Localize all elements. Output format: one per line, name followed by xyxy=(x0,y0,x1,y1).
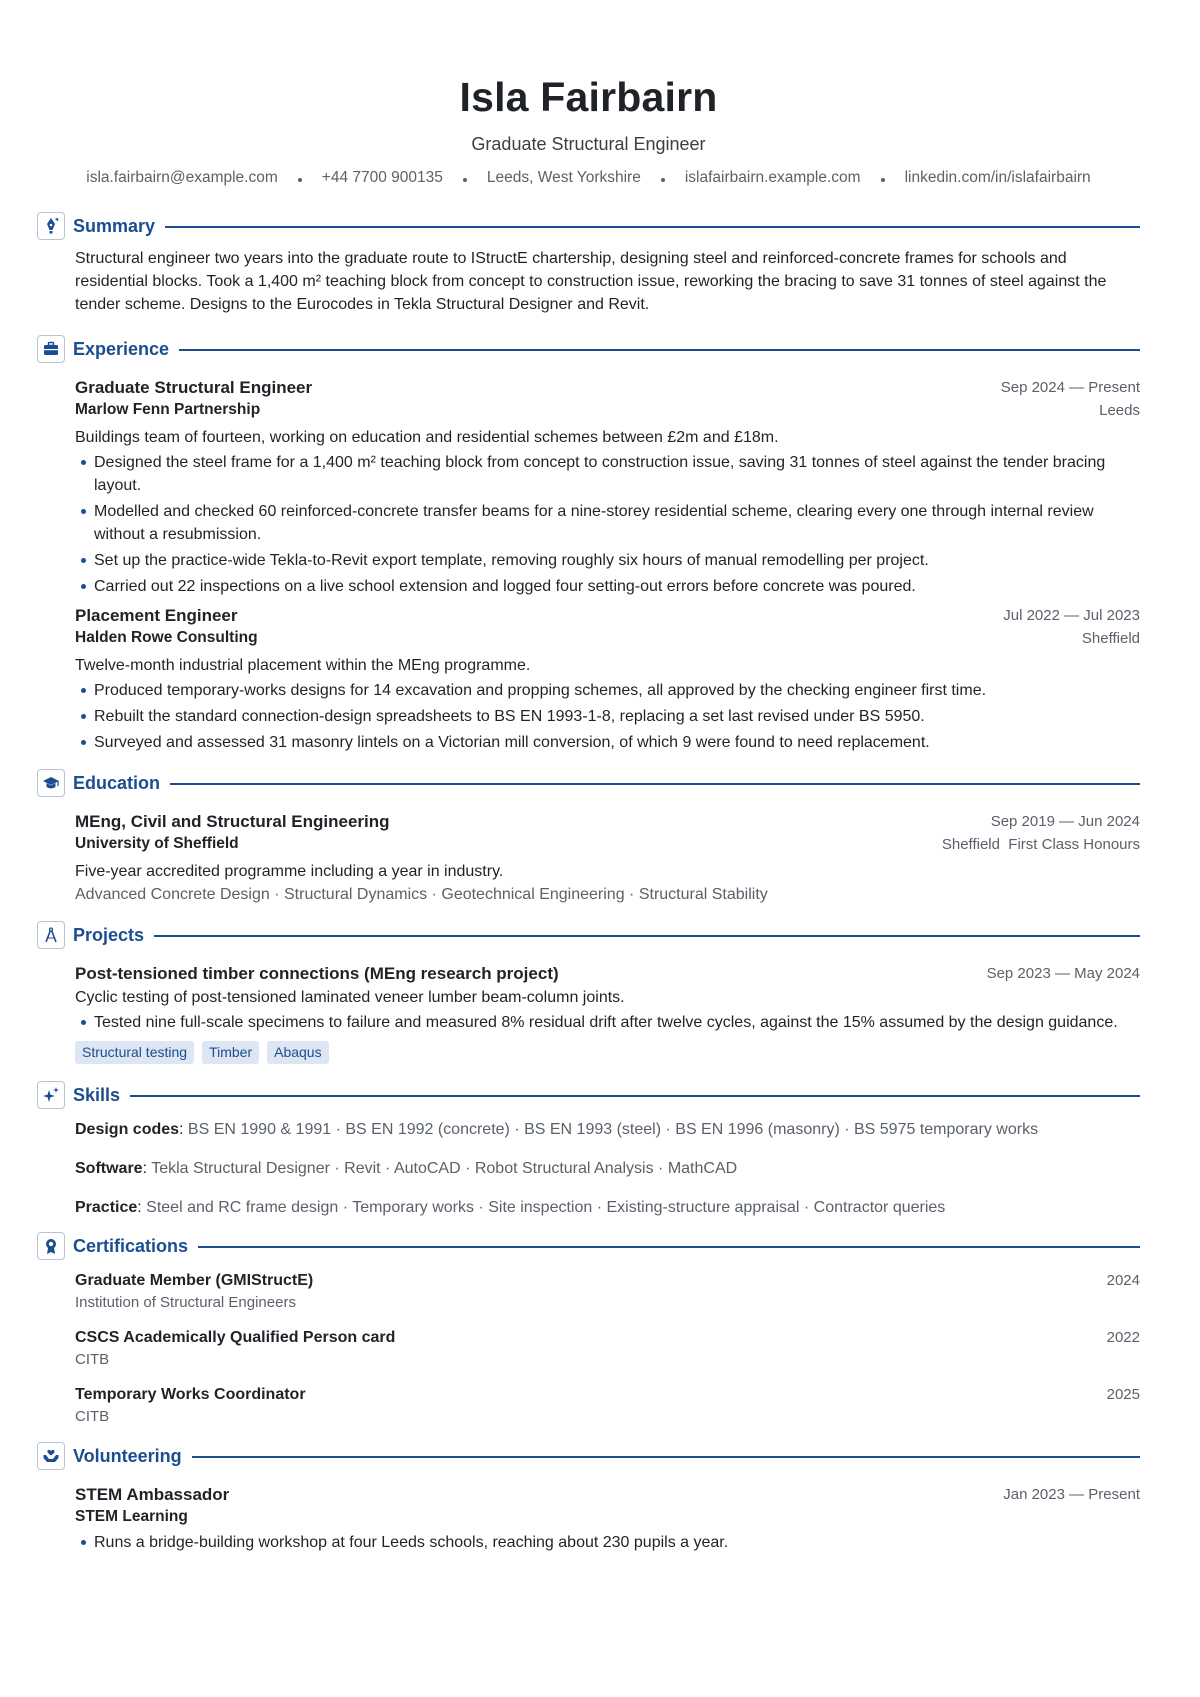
certification-year: 2024 xyxy=(1106,1272,1140,1289)
job-description: Buildings team of fourteen, working on education and residential schemes between £2m and £18m. xyxy=(75,429,779,446)
section-divider xyxy=(198,1246,1140,1248)
experience-entry xyxy=(75,604,1140,754)
volunteer-results xyxy=(75,1531,1140,1554)
skill-label: Practice xyxy=(75,1199,138,1216)
achievement-item: Rebuilt the standard connection-design spreadsheets to BS EN 1993-1-8, replacing a set last revised under BS 5950. xyxy=(75,705,1140,728)
sparkle-icon xyxy=(37,1081,65,1109)
skill-values: BS EN 1990 & 1991 · BS EN 1992 (concrete) · BS EN 1993 (steel) · BS EN 1996 (masonry) · BS 5975 temporary works xyxy=(187,1121,1039,1138)
candidate-name: Isla Fairbairn xyxy=(459,74,718,120)
summary-text: Structural engineer two years into the graduate route to IStructE chartership, designing steel and reinforced-concrete frames for schools and residential blocks. Took a 1,400 m² teaching block from concept to construction issue, reworking the bracing to save 31 tonnes of steel against the tender scheme. Designs to the Eurocodes in Tekla Structural Designer and Revit. xyxy=(75,250,1107,313)
job-location: Leeds xyxy=(1099,402,1140,419)
certification-issuer: CITB xyxy=(75,1408,110,1425)
project-results xyxy=(75,1011,1140,1034)
education-entry xyxy=(75,810,1140,906)
volunteer-org: STEM Learning xyxy=(75,1508,188,1525)
section-heading xyxy=(37,1441,1140,1471)
section-divider xyxy=(179,349,1140,351)
section-title: Skills xyxy=(73,1084,121,1105)
education-location-grade: Sheffield First Class Honours xyxy=(941,836,1140,853)
section-heading xyxy=(37,1231,1140,1261)
certification-item xyxy=(75,1383,1140,1427)
certification-name: Graduate Member (GMIStructE) xyxy=(75,1272,314,1289)
achievement-item: Surveyed and assessed 31 masonry lintels on a Victorian mill conversion, of which 9 were found to need replacement. xyxy=(75,731,1140,754)
achievement-item: Designed the steel frame for a 1,400 m² teaching block from concept to construction issue, saving 31 tonnes of steel against the tender bracing layout. xyxy=(75,451,1140,497)
certification-year: 2025 xyxy=(1106,1386,1140,1403)
compass-icon xyxy=(37,921,65,949)
separator-dot xyxy=(298,178,302,182)
section-heading xyxy=(37,334,1140,364)
school-name: University of Sheffield xyxy=(75,835,239,852)
project-name: Post-tensioned timber connections (MEng research project) xyxy=(75,964,559,983)
skills-section xyxy=(37,1080,1140,1219)
achievement-item: Tested nine full-scale specimens to failure and measured 8% residual drift after twelve cycles, against the 15% assumed by the design guidance. xyxy=(75,1011,1140,1034)
company-name: Halden Rowe Consulting xyxy=(75,629,258,646)
education-modules: Advanced Concrete Design · Structural Dynamics · Geotechnical Engineering · Structural Stability xyxy=(75,886,768,903)
section-divider xyxy=(192,1456,1140,1458)
location-text: Leeds, West Yorkshire xyxy=(486,169,641,186)
linkedin-link[interactable]: linkedin.com/in/islafairbairn xyxy=(904,169,1091,186)
section-title: Summary xyxy=(73,215,156,236)
tag-chip: Structural testing xyxy=(75,1041,194,1064)
achievement-list xyxy=(75,451,1140,598)
section-title: Experience xyxy=(73,338,170,359)
skill-values: Tekla Structural Designer · Revit · AutoCAD · Robot Structural Analysis · MathCAD xyxy=(151,1160,738,1177)
job-title: Placement Engineer xyxy=(75,606,238,625)
candidate-headline: Graduate Structural Engineer xyxy=(471,134,706,154)
separator-dot xyxy=(661,178,665,182)
helping-hands-icon xyxy=(37,1442,65,1470)
job-description: Twelve-month industrial placement within the MEng programme. xyxy=(75,657,531,674)
achievement-item: Modelled and checked 60 reinforced-concrete transfer beams for a nine-storey residential scheme, clearing every one through internal review without a resubmission. xyxy=(75,500,1140,546)
summary-section xyxy=(37,211,1140,316)
job-location: Sheffield xyxy=(1081,630,1140,647)
contact-list xyxy=(37,167,1140,189)
projects-section xyxy=(37,920,1140,1064)
section-divider xyxy=(130,1095,1140,1097)
certification-issuer: Institution of Structural Engineers xyxy=(75,1294,296,1311)
certification-item xyxy=(75,1326,1140,1370)
section-divider xyxy=(154,935,1140,937)
achievement-item: Set up the practice-wide Tekla-to-Revit export template, removing roughly six hours of manual remodelling per project. xyxy=(75,549,1140,572)
education-description: Five-year accredited programme including a year in industry. xyxy=(75,863,504,880)
project-entry xyxy=(75,962,1140,1064)
certification-issuer: CITB xyxy=(75,1351,110,1368)
achievement-list xyxy=(75,679,1140,754)
job-dates: Jul 2022 — Jul 2023 xyxy=(1003,607,1140,624)
skill-group: Practice: Steel and RC frame design · Temporary works · Site inspection · Existing-structure appraisal · Contractor queries xyxy=(75,1199,946,1216)
certification-year: 2022 xyxy=(1106,1329,1140,1346)
skill-label: Software xyxy=(75,1160,143,1177)
award-ribbon-icon xyxy=(37,1232,65,1260)
section-heading xyxy=(37,768,1140,798)
email-link[interactable]: isla.fairbairn@example.com xyxy=(86,169,278,186)
volunteer-dates: Jan 2023 — Present xyxy=(1003,1486,1140,1503)
achievement-item: Runs a bridge-building workshop at four Leeds schools, reaching about 230 pupils a year. xyxy=(75,1531,1140,1554)
separator-dot xyxy=(463,178,467,182)
section-title: Education xyxy=(73,772,161,793)
section-divider xyxy=(165,226,1140,228)
volunteering-section xyxy=(37,1441,1140,1554)
section-title: Volunteering xyxy=(73,1445,182,1466)
briefcase-icon xyxy=(37,335,65,363)
section-heading xyxy=(37,1080,1140,1110)
certifications-section xyxy=(37,1231,1140,1427)
volunteering-entry xyxy=(75,1483,1140,1554)
graduation-cap-icon xyxy=(37,769,65,797)
experience-section xyxy=(37,334,1140,754)
tag-chip: Abaqus xyxy=(267,1041,328,1064)
job-dates: Sep 2024 — Present xyxy=(1000,379,1140,396)
job-title: Graduate Structural Engineer xyxy=(75,378,313,397)
section-heading xyxy=(37,211,1140,241)
degree-title: MEng, Civil and Structural Engineering xyxy=(75,812,390,831)
education-section xyxy=(37,768,1140,906)
skill-label: Design codes xyxy=(75,1121,180,1138)
achievement-item: Carried out 22 inspections on a live school extension and logged four setting-out errors before concrete was poured. xyxy=(75,575,1140,598)
experience-entry xyxy=(75,376,1140,598)
volunteer-role: STEM Ambassador xyxy=(75,1485,230,1504)
section-heading xyxy=(37,920,1140,950)
phone-link[interactable]: +44 7700 900135 xyxy=(321,169,443,186)
resume-header xyxy=(37,72,1140,189)
certification-name: Temporary Works Coordinator xyxy=(75,1386,306,1403)
website-link[interactable]: islafairbairn.example.com xyxy=(684,169,861,186)
section-title: Certifications xyxy=(73,1235,189,1256)
skill-group: Design codes: BS EN 1990 & 1991 · BS EN 1992 (concrete) · BS EN 1993 (steel) · BS EN 1996 (masonry) · BS 5975 temporary works xyxy=(75,1121,1039,1138)
skill-values: Steel and RC frame design · Temporary works · Site inspection · Existing-structure appraisal · Contractor queries xyxy=(146,1199,946,1216)
section-divider xyxy=(170,783,1140,785)
project-dates: Sep 2023 — May 2024 xyxy=(986,965,1140,982)
section-title: Projects xyxy=(73,924,145,945)
pen-nib-icon xyxy=(37,212,65,240)
tag-list xyxy=(75,1041,1140,1064)
tag-chip: Timber xyxy=(202,1041,259,1064)
certification-name: CSCS Academically Qualified Person card xyxy=(75,1329,396,1346)
achievement-item: Produced temporary-works designs for 14 excavation and propping schemes, all approved by the checking engineer first time. xyxy=(75,679,1140,702)
company-name: Marlow Fenn Partnership xyxy=(75,401,261,418)
project-description: Cyclic testing of post-tensioned laminated veneer lumber beam-column joints. xyxy=(75,989,625,1006)
separator-dot xyxy=(881,178,885,182)
certification-item xyxy=(75,1269,1140,1313)
education-dates: Sep 2019 — Jun 2024 xyxy=(990,813,1140,830)
skill-group: Software: Tekla Structural Designer · Revit · AutoCAD · Robot Structural Analysis · MathCAD xyxy=(75,1160,738,1177)
